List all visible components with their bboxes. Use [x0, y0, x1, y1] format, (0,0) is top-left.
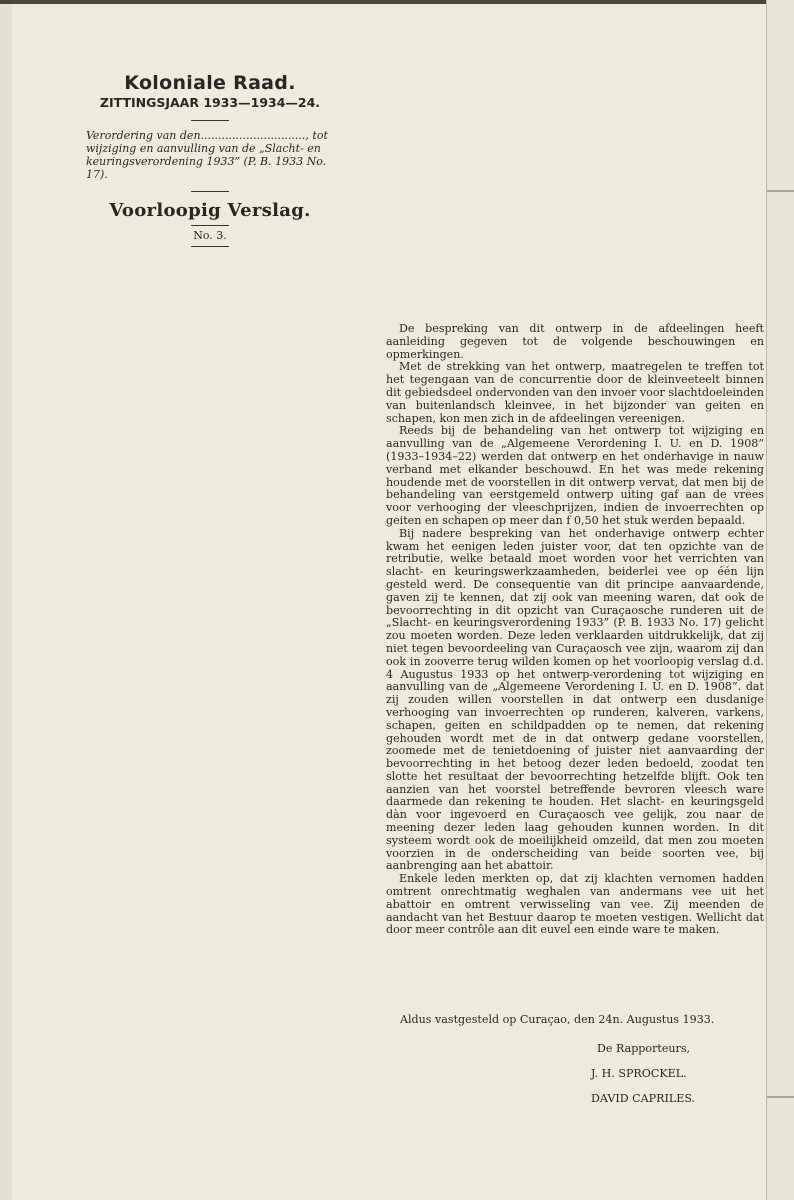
- document-number: No. 3.: [193, 229, 227, 242]
- divider: [191, 246, 229, 247]
- ordinance-description: Verordering van den.............................., tot wijziging en aanvulling van de „Slacht- en keuringsverordening 1933” (P. B. 1933 No. 17).: [86, 129, 328, 181]
- binding-mark: [767, 1096, 794, 1098]
- council-title: Koloniale Raad.: [124, 72, 296, 94]
- signatory: DAVID CAPRILES.: [591, 1092, 696, 1105]
- signatory: J. H. SPROCKEL.: [591, 1067, 687, 1080]
- report-title: Voorloopig Verslag.: [109, 200, 311, 221]
- adoption-statement: Aldus vastgesteld op Curaçao, den 24n. Augustus 1933.: [400, 1013, 715, 1026]
- paragraph: De bespreking van dit ontwerp in de afdeelingen heeft aanleiding gegeven tot de volgende beschouwingen en opmerkingen.: [386, 322, 764, 361]
- scan-top-edge: [0, 0, 794, 4]
- session-year: ZITTINGSJAAR 1933—1934—24.: [99, 95, 321, 110]
- divider: [191, 225, 229, 226]
- divider: [191, 120, 229, 121]
- rapporteurs-label: De Rapporteurs,: [597, 1042, 691, 1055]
- page-binding-edge: [766, 0, 794, 1200]
- paragraph: Reeds bij de behandeling van het ontwerp tot wijziging en aanvulling van de „Algemeene Verordening I. U. en D. 1908” (1933–1934–22) werden dat ontwerp en het onderhavige in nauw verband met elkander beschouwd. En het was mede rekening houdende met de voorstellen in dit ontwerp vervat, dat men bij de behandeling van eerstgemeld ontwerp uiting gaf aan de vrees voor verhooging der vleeschprijzen, indien de invoerrechten op geiten en schapen op meer dan f 0,50 het stuk werden bepaald.: [386, 424, 764, 527]
- paragraph: Bij nadere bespreking van het onderhavige ontwerp echter kwam het eenigen leden juister voor, dat ten opzichte van de retributie, welke betaald moet worden voor het verrichten van slacht- en keuringswerkzaamheden, beiderlei vee op één lijn gesteld werd. De consequentie van dit principe aanvaardende, gaven zij te kennen, dat zij ook van meening waren, dat ook de bevoorrechting in dit opzicht van Curaçaosche runderen uit de „Slacht- en keuringsverordening 1933” (P. B. 1933 No. 17) gelicht zou moeten worden. Deze leden verklaarden uitdrukkelijk, dat zij niet tegen bevoordeeling van Curaçaosch vee zijn, waarom zij dan ook in zooverre terug wilden komen op het voorloopig verslag d.d. 4 Augustus 1933 op het ontwerp-verordening tot wijziging en aanvulling van de „Algemeene Verordening I. U. en D. 1908”. dat zij zouden willen voorstellen in dat ontwerp een dusdanige verhooging van invoerrechten op runderen, kalveren, varkens, schapen, geiten en schildpadden op te nemen, dat rekening gehouden wordt met de in dat ontwerp gedane voorstellen, zoomede met de tenietdoening of juister niet aanvaarding der bevoorrechting in het betoog dezer leden bedoeld, zoodat ten slotte het resultaat der bevoorrechting hetzelfde blijft. Ook ten aanzien van het voorstel betreffende bevroren vleesch ware daarmede dan rekening te houden. Het slacht- en keuringsgeld dàn voor ingevoerd en Curaçaosch vee gelijk, zou naar de meening dezer leden laag gehouden kunnen worden. In dit systeem wordt ook de moeilijkheid omzeild, dat men zou moeten voorzien in de onderscheiding van beide soorten vee, bij aanbrenging aan het abattoir.: [386, 526, 764, 873]
- document-header: [76, 72, 344, 247]
- binding-mark: [767, 190, 794, 192]
- report-body: [386, 323, 764, 937]
- page-left-margin: [0, 0, 12, 1200]
- divider: [191, 191, 229, 192]
- paragraph: Met de strekking van het ontwerp, maatregelen te treffen tot het tegengaan van de concurrentie door de kleinveeteelt binnen dit gebiedsdeel ondervonden van den invoer voor slachtdoeleinden van buitenlandsch kleinvee, in het bijzonder van geiten en schapen, kon men zich in de afdeelingen vereenigen.: [386, 360, 764, 425]
- paragraph: Enkele leden merkten op, dat zij klachten vernomen hadden omtrent onrechtmatig weghalen van andermans vee uit het abattoir en omtrent verwisseling van vee. Zij meenden de aandacht van het Bestuur daarop te moeten vestigen. Wellicht dat door meer contrôle aan dit euvel een einde ware te maken.: [386, 872, 764, 937]
